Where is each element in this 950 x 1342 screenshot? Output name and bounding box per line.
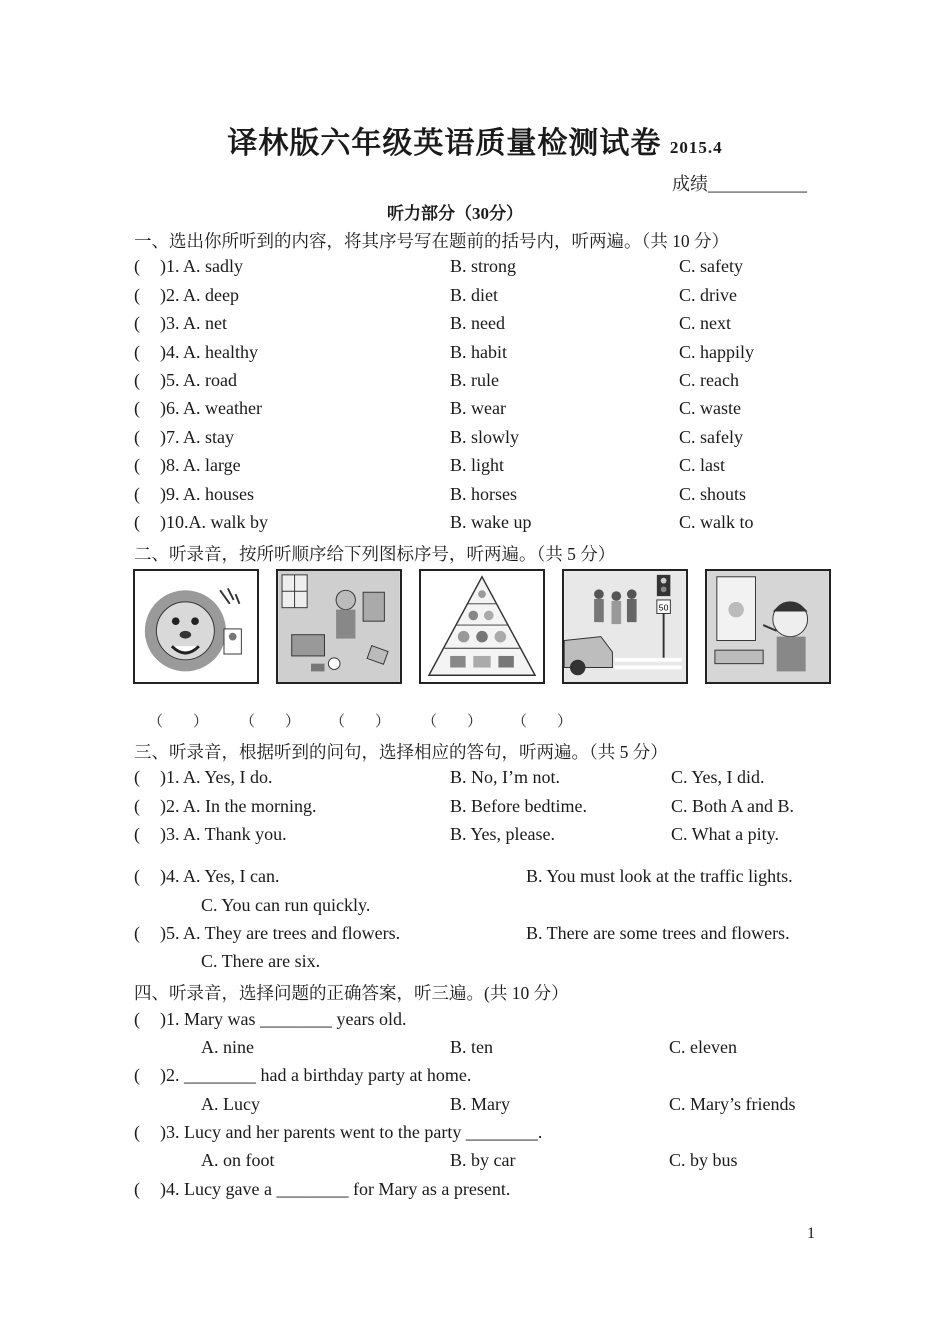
- item-b: B. horses: [450, 484, 517, 504]
- item-a: )3. A. Thank you.: [160, 824, 287, 844]
- item-b: B. strong: [450, 256, 517, 276]
- item-a: )6. A. weather: [160, 398, 262, 418]
- answer-paren: (: [134, 342, 140, 362]
- item-c: C. shouts: [679, 484, 747, 504]
- item-b: B. Mary: [450, 1094, 510, 1114]
- answer-paren: (: [134, 1122, 140, 1142]
- item-c: C. eleven: [669, 1037, 737, 1057]
- traffic-lights-icon: [564, 571, 686, 682]
- item-a: )1. A. sadly: [160, 256, 243, 276]
- item-a: )7. A. stay: [160, 427, 234, 447]
- item-a: )4. A. Yes, I can.: [160, 866, 280, 886]
- question-text: )2. ________ had a birthday party at home.: [160, 1065, 472, 1085]
- answer-paren: (: [134, 256, 140, 276]
- item-c: C. by bus: [669, 1150, 738, 1170]
- item-c: C. There are six.: [201, 951, 321, 971]
- answer-paren: (: [134, 313, 140, 333]
- title-year: 2015.4: [669, 138, 723, 157]
- picture-messy-room: [276, 569, 402, 684]
- item-b: B. habit: [450, 342, 507, 362]
- item-a: )10.A. walk by: [160, 512, 268, 532]
- item-a: )3. A. net: [160, 313, 227, 333]
- question-text: )4. Lucy gave a ________ for Mary as a present.: [160, 1179, 511, 1199]
- item-a: A. on foot: [201, 1150, 275, 1170]
- item-a: )5. A. They are trees and flowers.: [160, 923, 401, 943]
- item-b: B. rule: [450, 370, 499, 390]
- answer-paren: (: [134, 796, 140, 816]
- picture-lion: [133, 569, 259, 684]
- item-c: C. Yes, I did.: [671, 767, 765, 787]
- answer-paren: (: [134, 398, 140, 418]
- item-c: C. last: [679, 455, 726, 475]
- item-a: )8. A. large: [160, 455, 241, 475]
- answer-paren: (: [134, 285, 140, 305]
- item-c: C. You can run quickly.: [201, 895, 371, 915]
- food-pyramid-icon: [421, 571, 543, 682]
- item-b: B. You must look at the traffic lights.: [526, 866, 793, 886]
- item-a: )5. A. road: [160, 370, 237, 390]
- item-c: C. drive: [679, 285, 737, 305]
- item-b: B. Before bedtime.: [450, 796, 587, 816]
- item-c: C. safely: [679, 427, 743, 447]
- item-c: C. safety: [679, 256, 743, 276]
- answer-paren: (: [134, 512, 140, 532]
- section3-title: 三、听录音，根据听到的问句，选择相应的答句，听两遍。（共 5 分）: [134, 742, 668, 762]
- item-a: A. nine: [201, 1037, 254, 1057]
- answer-paren: (: [134, 1065, 140, 1085]
- item-a: )2. A. deep: [160, 285, 239, 305]
- item-b: B. ten: [450, 1037, 493, 1057]
- question-text: )1. Mary was ________ years old.: [160, 1009, 407, 1029]
- item-b: B. slowly: [450, 427, 520, 447]
- item-c: C. next: [679, 313, 731, 333]
- blank-1[interactable]: （ ）: [148, 714, 209, 730]
- answer-paren: (: [134, 484, 140, 504]
- brushing-teeth-icon: [707, 571, 829, 682]
- page-title: [0, 118, 950, 162]
- item-b: B. Yes, please.: [450, 824, 556, 844]
- item-a: )4. A. healthy: [160, 342, 258, 362]
- item-a: )2. A. In the morning.: [160, 796, 317, 816]
- title-text: 译林版六年级英语质量检测试卷: [227, 127, 662, 160]
- picture-brushing-teeth: [705, 569, 831, 684]
- item-c: C. walk to: [679, 512, 754, 532]
- speed-sign-text: 50: [658, 602, 669, 613]
- answer-paren: (: [134, 767, 140, 787]
- item-b: B. There are some trees and flowers.: [526, 923, 790, 943]
- item-b: B. wake up: [450, 512, 532, 532]
- answer-paren: (: [134, 866, 140, 886]
- item-b: B. No, I’m not.: [450, 767, 560, 787]
- item-c: C. waste: [679, 398, 741, 418]
- item-b: B. diet: [450, 285, 498, 305]
- picture-food-pyramid: [419, 569, 545, 684]
- picture-traffic-lights: [562, 569, 688, 684]
- listening-heading: 听力部分（30分）: [387, 204, 523, 223]
- item-b: B. need: [450, 313, 505, 333]
- page-number: 1: [807, 1225, 815, 1242]
- blank-5[interactable]: （ ）: [512, 714, 573, 730]
- item-b: B. by car: [450, 1150, 516, 1170]
- item-b: B. wear: [450, 398, 506, 418]
- section4-title: 四、听录音，选择问题的正确答案，听三遍。(共 10 分）: [134, 983, 569, 1003]
- section1-title: 一、选出你所听到的内容，将其序号写在题前的括号内，听两遍。（共 10 分）: [134, 231, 729, 251]
- item-a: )9. A. houses: [160, 484, 254, 504]
- messy-room-icon: [278, 571, 400, 682]
- item-c: C. happily: [679, 342, 754, 362]
- item-a: A. Lucy: [201, 1094, 260, 1114]
- answer-paren: (: [134, 370, 140, 390]
- question-text: )3. Lucy and her parents went to the party ________.: [160, 1122, 543, 1142]
- item-a: )1. A. Yes, I do.: [160, 767, 273, 787]
- answer-paren: (: [134, 1009, 140, 1029]
- item-b: B. light: [450, 455, 505, 475]
- blank-3[interactable]: （ ）: [330, 714, 391, 730]
- section2-title: 二、听录音，按所听顺序给下列图标序号，听两遍。（共 5 分）: [134, 544, 616, 564]
- answer-paren: (: [134, 824, 140, 844]
- lion-icon: [135, 571, 257, 682]
- answer-paren: (: [134, 923, 140, 943]
- blank-2[interactable]: （ ）: [240, 714, 301, 730]
- item-c: C. Mary’s friends: [669, 1094, 796, 1114]
- item-c: C. Both A and B.: [671, 796, 795, 816]
- item-c: C. reach: [679, 370, 739, 390]
- blank-4[interactable]: （ ）: [422, 714, 483, 730]
- item-c: C. What a pity.: [671, 824, 779, 844]
- answer-paren: (: [134, 427, 140, 447]
- answer-paren: (: [134, 455, 140, 475]
- score-label: 成绩___________: [672, 174, 807, 194]
- answer-paren: (: [134, 1179, 140, 1199]
